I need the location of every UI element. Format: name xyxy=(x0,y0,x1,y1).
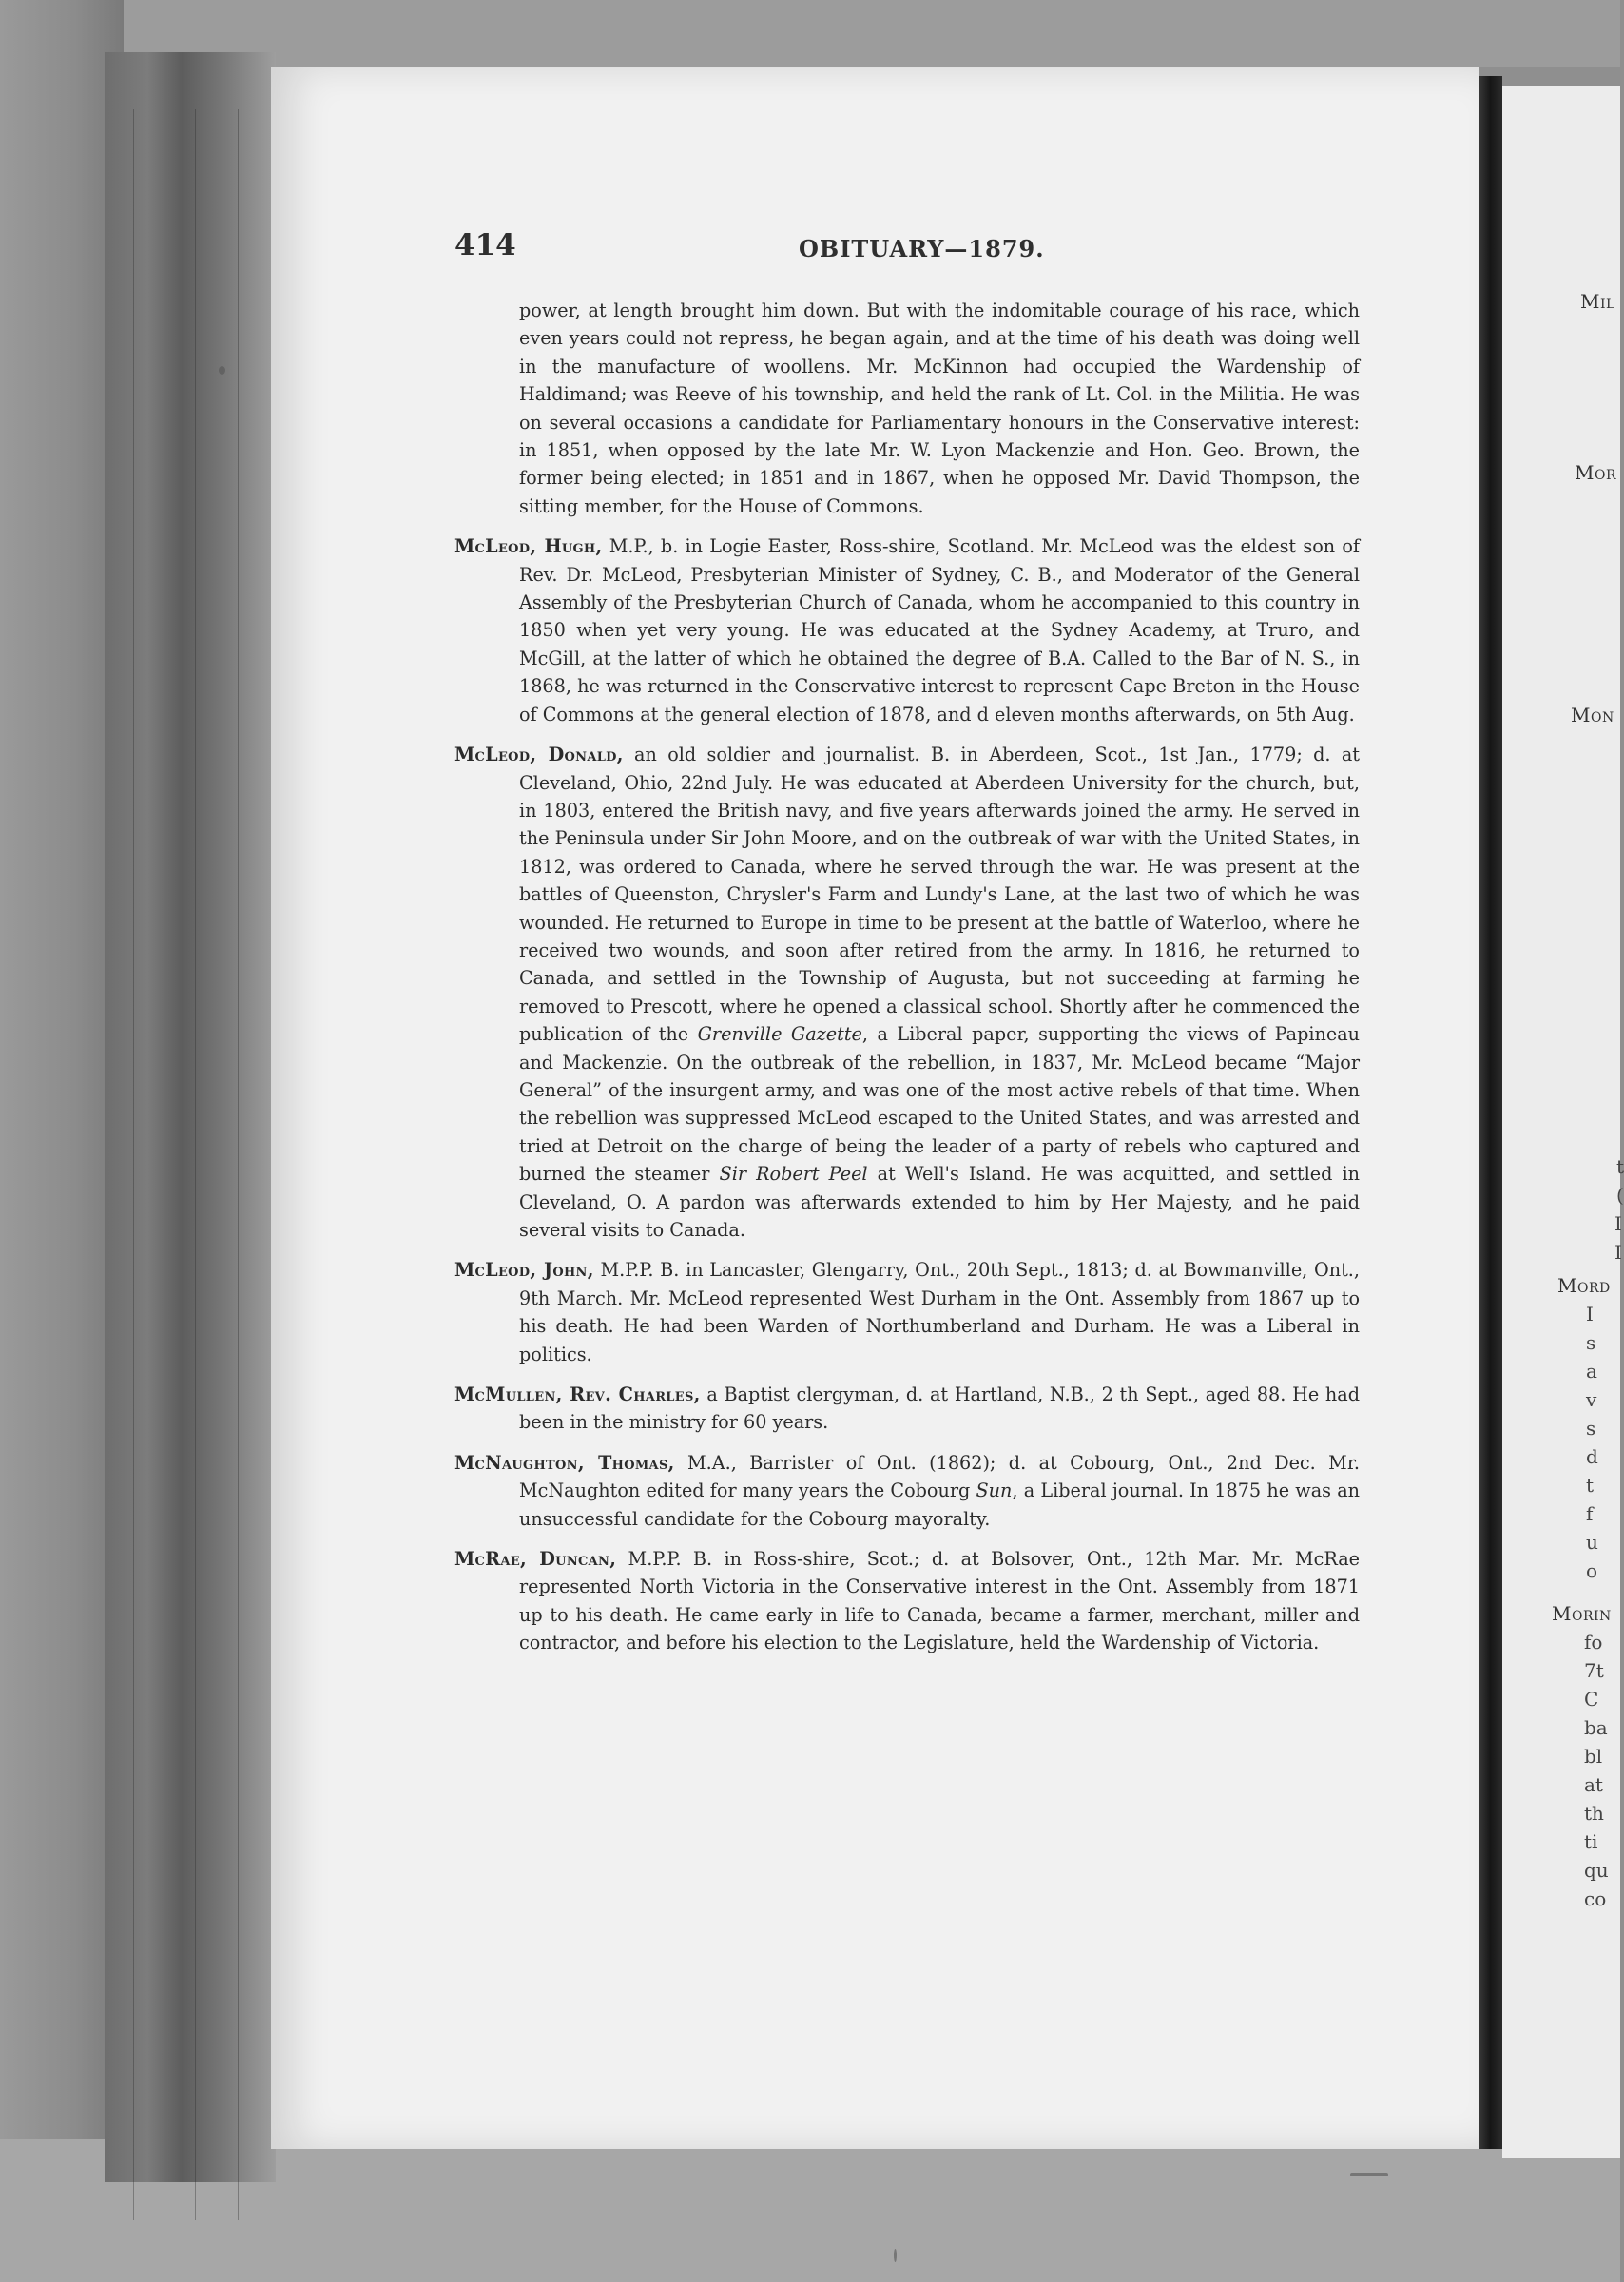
facing-letter: a xyxy=(1586,1360,1597,1383)
entry-italic: Sir Robert Peel xyxy=(719,1163,868,1186)
facing-page xyxy=(1502,86,1624,2158)
film-speck xyxy=(219,366,225,375)
entry-italic: Sun xyxy=(976,1479,1013,1502)
facing-letter: ba xyxy=(1584,1716,1608,1739)
facing-fragment: Mon xyxy=(1571,704,1614,726)
facing-fragment: Morin xyxy=(1552,1602,1612,1625)
obituary-entry-mcrae-duncan xyxy=(454,1545,1360,1657)
facing-letter: co xyxy=(1584,1887,1607,1910)
entry-body: an old soldier and journalist. B. in Aberdeen, Scot., 1st Jan., 1779; d. at Cleveland, Ohio, 22nd July. He was educated at Aberdeen University for the church, but, in 1803, entered the British navy, and five years afterwards joined the army. He served in the Peninsula under Sir John Moore, and on the outbreak of war with the United States, in 1812, was ordered to Canada, where he served through the war. He was present at the battles of Queenston, Chrysler's Farm and Lundy's Lane, at the last two of which he was wounded. He returned to Europe in time to be present at the battle of Waterloo, where he received two wounds, and soon after retired from the army. In 1816, he returned to Canada, and settled in the Township of Augusta, but not succeeding at farming he removed to Prescott, where he opened a classical school. Shortly after he commenced the publication of the xyxy=(519,744,1360,1046)
entry-body: , a Liberal paper, supporting the views of Papineau and Mackenzie. On the outbreak of the rebellion, in 1837, Mr. McLeod became “Major General” of the insurgent army, and was one of the most active rebels of that time. When the rebellion was suppressed McLeod escaped to the United States, and was arrested and tried at Detroit on the charge of being the leader of a party of rebels who captured and burned the steamer xyxy=(519,1023,1360,1186)
facing-letter: I xyxy=(1586,1303,1594,1325)
facing-letter: t xyxy=(1616,1155,1624,1178)
entry-name: McMullen, Rev. Charles, xyxy=(454,1383,701,1406)
facing-letter: fo xyxy=(1584,1631,1603,1653)
book-page-edges xyxy=(105,52,276,2182)
entry-name: McLeod, Donald, xyxy=(454,744,624,766)
entry-body: at Well's Island. He was acquitted, and settled in Cleveland, O. A pardon was afterwards extended to him by Her Majesty, and he paid several visits to Canada. xyxy=(519,1163,1360,1241)
facing-fragment: Mord xyxy=(1557,1274,1611,1297)
entry-body: power, at length brought him down. But with the indomitable courage of his race, which even years could not repress, he began again, and at the time of his death was doing well in the manufacture of woollens. Mr. McKinnon had occupied the Wardenship of Haldimand; was Reeve of his township, and held the rank of Lt. Col. in the Militia. He was on several occasions a candidate for Parliamentary honours in the Conservative interest: in 1851, when opposed by the late Mr. W. Lyon Mackenzie and Hon. Geo. Brown, the former being elected; in 1851 and in 1867, when he opposed Mr. David Thompson, the sitting member, for the House of Commons. xyxy=(519,300,1360,517)
facing-letter: I xyxy=(1614,1212,1622,1235)
page-number: 414 xyxy=(454,228,516,262)
facing-letter: at xyxy=(1584,1773,1603,1796)
entry-body: a Baptist clergyman, d. at Hartland, N.B., 2 th Sept., aged 88. He had been in the ministry for 60 years. xyxy=(519,1383,1360,1434)
entry-name: McRae, Duncan, xyxy=(454,1548,617,1571)
book-gutter xyxy=(1479,76,1502,2149)
obituary-entry-mcnaughton-thomas xyxy=(454,1449,1360,1533)
facing-letter: 7t xyxy=(1584,1659,1604,1682)
facing-letter: qu xyxy=(1584,1859,1609,1882)
facing-letter: d xyxy=(1586,1445,1598,1468)
facing-fragment: Mor xyxy=(1575,461,1616,484)
facing-letter: u xyxy=(1586,1531,1598,1554)
entry-body: M.P.P. B. in Lancaster, Glengarry, Ont., 20th Sept., 1813; d. at Bowmanville, Ont., 9th March. Mr. McLeod represented West Durham in the Ont. Assembly from 1867 up to his death. He had been Warden of Northumberland and Durham. He was a Liberal in politics. xyxy=(519,1259,1360,1365)
facing-fragment: Mil xyxy=(1580,290,1615,313)
facing-letter: t xyxy=(1586,1474,1595,1497)
facing-letter: bl xyxy=(1584,1745,1603,1768)
facing-letter: ( xyxy=(1616,1184,1624,1207)
facing-letter: v xyxy=(1586,1388,1597,1411)
entry-body: M.P., b. in Logie Easter, Ross-shire, Scotland. Mr. McLeod was the eldest son of Rev. Dr. McLeod, Presbyterian Minister of Sydney, C. B., and Moderator of the General Assembly of the Presbyterian Church of Canada, whom he accompanied to this country in 1850 when yet very young. He was educated at the Sydney Academy, at Truro, and McGill, at the latter of which he obtained the degree of B.A. Called to the Bar of N. S., in 1868, he was returned in the Conservative interest to represent Cape Breton in the House of Commons at the general election of 1878, and d eleven months afterwards, on 5th Aug. xyxy=(519,535,1360,725)
entry-name: McLeod, Hugh, xyxy=(454,535,603,558)
entry-name: McNaughton, Thomas, xyxy=(454,1451,675,1474)
facing-letter: s xyxy=(1586,1417,1596,1440)
running-head: OBITUARY—1879. xyxy=(799,235,1045,262)
entry-body: , a Liberal journal. In 1875 he was an unsuccessful candidate for the Cobourg mayoralty. xyxy=(519,1479,1360,1530)
facing-letter: o xyxy=(1586,1559,1598,1582)
film-speck xyxy=(1350,2173,1388,2176)
entry-name: McLeod, John, xyxy=(454,1259,594,1282)
film-speck xyxy=(894,2249,897,2262)
facing-letter: s xyxy=(1586,1331,1596,1354)
entry-body: M.A., Barrister of Ont. (1862); d. at Cobourg, Ont., 2nd Dec. Mr. McNaughton edited for many years the Cobourg xyxy=(519,1451,1360,1502)
obituary-text xyxy=(454,297,1360,1670)
facing-letter: ti xyxy=(1584,1830,1598,1853)
obituary-entry-mcmullen-charles xyxy=(454,1381,1360,1437)
obituary-entry-mcleod-john xyxy=(454,1256,1360,1368)
facing-letter: f xyxy=(1586,1502,1594,1525)
obituary-entry-continuation xyxy=(454,297,1360,520)
facing-letter: C xyxy=(1584,1688,1599,1711)
obituary-entry-mcleod-donald xyxy=(454,741,1360,1244)
facing-letter: th xyxy=(1584,1802,1604,1825)
entry-body: M.P.P. B. in Ross-shire, Scot.; d. at Bolsover, Ont., 12th Mar. Mr. McRae represented North Victoria in the Conservative interest in the Ont. Assembly from 1871 up to his death. He came early in life to Canada, became a farmer, merchant, miller and contractor, and before his election to the Legislature, held the Wardenship of Victoria. xyxy=(519,1548,1360,1654)
entry-italic: Grenville Gazette xyxy=(697,1023,862,1046)
obituary-entry-mcleod-hugh xyxy=(454,532,1360,728)
facing-letter: I xyxy=(1614,1241,1622,1264)
